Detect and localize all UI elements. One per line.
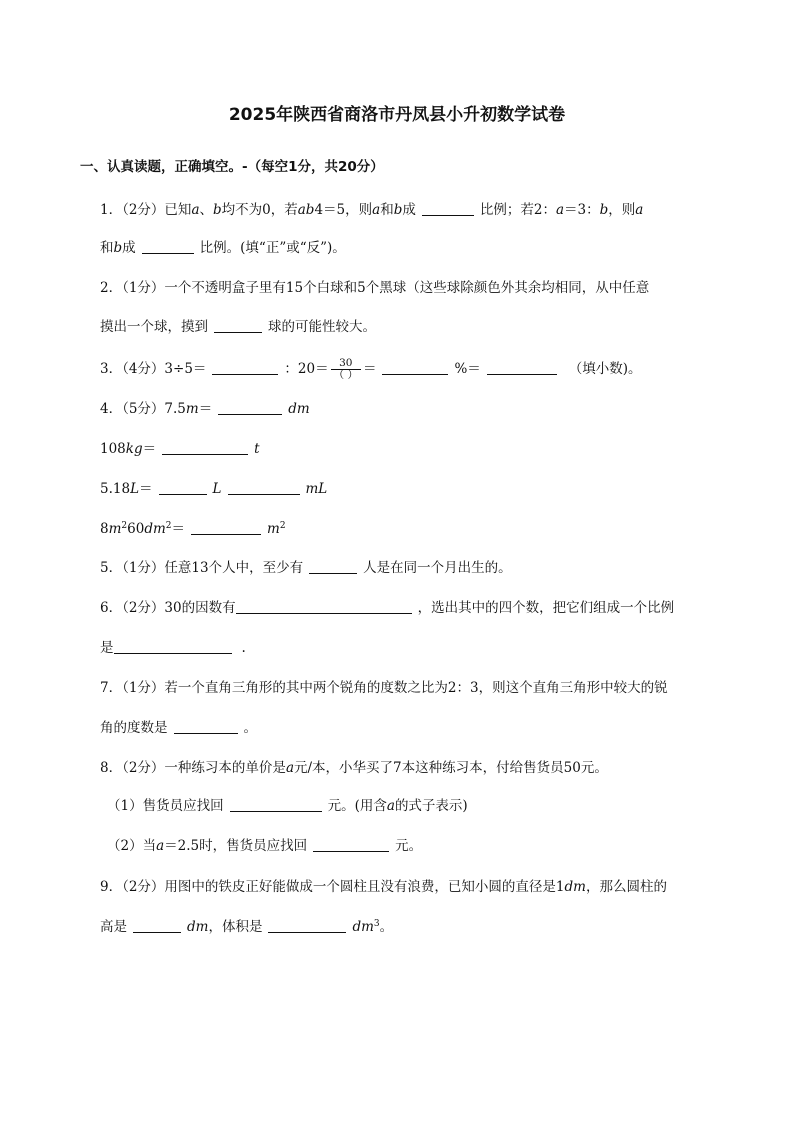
var: a bbox=[191, 202, 200, 218]
text: 是 bbox=[100, 640, 114, 656]
text: （2）当 bbox=[107, 838, 157, 854]
var: b bbox=[599, 202, 609, 218]
answer-blank[interactable] bbox=[133, 918, 181, 933]
question-1-line-1 bbox=[100, 201, 720, 219]
question-9-line-2 bbox=[100, 918, 720, 936]
answer-blank[interactable] bbox=[159, 480, 207, 495]
unit: dm bbox=[144, 521, 166, 537]
text: 4＝5，则 bbox=[314, 202, 373, 218]
text: 。 bbox=[243, 720, 257, 736]
question-4-line-3 bbox=[100, 480, 720, 498]
superscript: 2 bbox=[165, 521, 172, 531]
answer-blank[interactable] bbox=[214, 318, 262, 333]
text: 元。 bbox=[395, 838, 423, 854]
question-1-line-2 bbox=[100, 239, 720, 257]
var: a bbox=[555, 202, 565, 218]
superscript: 3 bbox=[373, 919, 380, 929]
section-title: 一、认真读题，正确填空。-（每空1分，共20分） bbox=[80, 159, 384, 175]
question-4-line-4 bbox=[100, 520, 720, 538]
var: a bbox=[285, 760, 294, 776]
unit: m bbox=[108, 521, 122, 537]
text: 6．（2分）30的因数有 bbox=[100, 600, 236, 616]
question-8-part-1 bbox=[107, 797, 727, 815]
text: 60 bbox=[127, 521, 145, 537]
unit: m bbox=[185, 401, 199, 417]
text: . bbox=[241, 640, 246, 656]
answer-blank[interactable] bbox=[422, 201, 474, 216]
answer-blank[interactable] bbox=[212, 360, 278, 375]
text: 8 bbox=[100, 521, 109, 537]
text: 元/本，小华买了7本这种练习本，付给售货员50元。 bbox=[294, 760, 608, 776]
var: a bbox=[156, 838, 165, 854]
var: a bbox=[635, 202, 644, 218]
text: ＝ bbox=[198, 401, 213, 417]
text: 的式子表示) bbox=[394, 798, 468, 814]
text: 108 bbox=[100, 441, 126, 457]
text: （1）售货员应找回 bbox=[107, 798, 224, 814]
var: b bbox=[213, 202, 222, 218]
question-4-line-1 bbox=[100, 400, 720, 418]
question-5 bbox=[100, 559, 720, 577]
answer-blank[interactable] bbox=[309, 559, 357, 574]
unit: L bbox=[212, 481, 222, 497]
text: 球的可能性较大。 bbox=[268, 319, 376, 335]
unit: m bbox=[267, 521, 280, 537]
text: ＝ bbox=[362, 361, 377, 377]
text: 8．（2分）一种练习本的单价是 bbox=[100, 760, 286, 776]
text: 角的度数是 bbox=[100, 720, 168, 736]
fraction-numerator: 30 bbox=[331, 358, 361, 370]
var: b bbox=[393, 202, 403, 218]
text: 人是在同一个月出生的。 bbox=[363, 560, 512, 576]
text: 7．（1分）若一个直角三角形的其中两个锐角的度数之比为2：3，则这个直角三角形中较大的锐 bbox=[100, 680, 668, 696]
text: ＝2.5时，售货员应找回 bbox=[164, 838, 308, 854]
answer-blank[interactable] bbox=[162, 440, 248, 455]
text: ＝3： bbox=[564, 202, 600, 218]
text: 5.18 bbox=[100, 481, 131, 497]
text: ，则 bbox=[608, 202, 636, 218]
answer-blank[interactable] bbox=[268, 918, 346, 933]
text: 3．（4分）3÷5＝ bbox=[100, 361, 207, 377]
fraction-denominator: （ ） bbox=[333, 369, 358, 381]
text: ，那么圆柱的 bbox=[585, 879, 667, 895]
answer-blank[interactable] bbox=[487, 360, 557, 375]
answer-blank[interactable] bbox=[174, 719, 238, 734]
fraction bbox=[331, 358, 361, 381]
answer-blank[interactable] bbox=[230, 797, 322, 812]
unit: L bbox=[130, 481, 140, 497]
answer-blank[interactable] bbox=[236, 599, 412, 614]
text: ＝ bbox=[142, 441, 157, 457]
question-8-part-2 bbox=[107, 837, 727, 855]
text: 1．（2分）已知 bbox=[100, 202, 192, 218]
unit: kg bbox=[125, 441, 143, 457]
text: 高是 bbox=[100, 919, 127, 935]
text: 成 bbox=[122, 240, 136, 256]
text: 摸出一个球，摸到 bbox=[100, 319, 208, 335]
question-2-line-2 bbox=[100, 318, 720, 336]
answer-blank[interactable] bbox=[313, 837, 389, 852]
text: （填小数)。 bbox=[568, 361, 642, 377]
unit: dm bbox=[564, 879, 586, 895]
superscript: 2 bbox=[279, 521, 286, 531]
text: ，选出其中的四个数，把它们组成一个比例 bbox=[417, 600, 675, 616]
text: 成 bbox=[402, 202, 416, 218]
text: 9．（2分）用图中的铁皮正好能做成一个圆柱且没有浪费，已知小圆的直径是1 bbox=[100, 879, 565, 895]
unit: dm bbox=[352, 919, 374, 935]
superscript: 2 bbox=[121, 521, 128, 531]
text: 4．（5分）7.5 bbox=[100, 401, 186, 417]
unit: dm bbox=[288, 401, 310, 417]
text: 比例。(填“正”或“反”)。 bbox=[199, 240, 346, 256]
question-7-line-1 bbox=[100, 679, 720, 697]
text: ：20＝ bbox=[284, 361, 329, 377]
question-6-line-1 bbox=[100, 599, 720, 617]
answer-blank[interactable] bbox=[218, 400, 282, 415]
question-4-line-2 bbox=[100, 440, 720, 458]
answer-blank[interactable] bbox=[191, 520, 261, 535]
question-6-line-2 bbox=[100, 639, 720, 657]
text: 5．（1分）任意13个人中，至少有 bbox=[100, 560, 304, 576]
unit: mL bbox=[305, 481, 328, 497]
var: a bbox=[386, 798, 395, 814]
answer-blank[interactable] bbox=[114, 639, 232, 654]
page-title: 2025年陕西省商洛市丹凤县小升初数学试卷 bbox=[228, 105, 566, 125]
answer-blank[interactable] bbox=[142, 239, 194, 254]
text: ＝ bbox=[139, 481, 153, 497]
text: 元。(用含 bbox=[327, 798, 387, 814]
text: 和 bbox=[100, 240, 114, 256]
question-9-line-1 bbox=[100, 878, 720, 896]
text: 2．（1分）一个不透明盒子里有15个白球和5个黑球（这些球除颜色外其余均相同，从中任意 bbox=[100, 280, 650, 296]
text: ＝ bbox=[171, 521, 186, 537]
question-8-line-1 bbox=[100, 759, 720, 777]
var: ab bbox=[297, 202, 315, 218]
text: 比例；若2： bbox=[479, 202, 556, 218]
unit: t bbox=[254, 441, 260, 457]
answer-blank[interactable] bbox=[382, 360, 448, 375]
answer-blank[interactable] bbox=[228, 480, 300, 495]
question-2-line-1 bbox=[100, 279, 720, 297]
unit: dm bbox=[187, 919, 209, 935]
text: ，体积是 bbox=[208, 919, 263, 935]
question-3 bbox=[100, 358, 720, 381]
text: 。 bbox=[379, 919, 394, 935]
var: a bbox=[372, 202, 381, 218]
text: 均不为0，若 bbox=[221, 202, 298, 218]
question-7-line-2 bbox=[100, 719, 720, 737]
text: %＝ bbox=[454, 361, 481, 377]
text: 和 bbox=[380, 202, 394, 218]
var: b bbox=[113, 240, 123, 256]
text: 、 bbox=[199, 202, 213, 218]
